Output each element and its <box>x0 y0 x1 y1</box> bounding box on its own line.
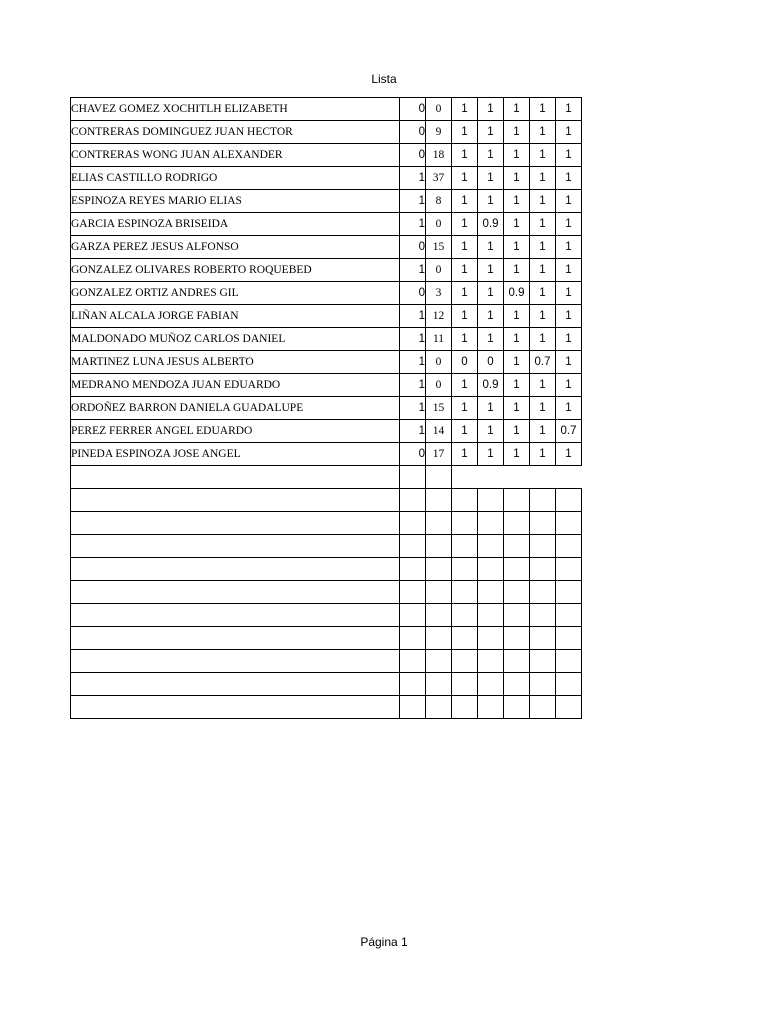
score-cell: 1 <box>452 259 478 282</box>
score-cell: 1 <box>504 328 530 351</box>
empty-cell <box>71 535 400 558</box>
score-cell: 1 <box>530 374 556 397</box>
table-row <box>71 213 582 236</box>
empty-cell <box>426 627 452 650</box>
score-cell: 1 <box>478 328 504 351</box>
score-cell: 18 <box>426 144 452 167</box>
empty-cell <box>478 466 504 489</box>
empty-cell <box>530 558 556 581</box>
empty-cell <box>400 696 426 719</box>
empty-cell <box>426 558 452 581</box>
page-footer: Página 1 <box>360 935 408 949</box>
score-cell: 1 <box>452 328 478 351</box>
score-cell: 0 <box>400 121 426 144</box>
score-cell: 1 <box>556 144 582 167</box>
empty-cell <box>71 650 400 673</box>
score-cell: 1 <box>400 259 426 282</box>
empty-cell <box>400 466 426 489</box>
empty-cell <box>556 604 582 627</box>
empty-cell <box>530 627 556 650</box>
score-cell: 0.7 <box>556 420 582 443</box>
student-name-cell: GARCIA ESPINOZA BRISEIDA <box>71 213 400 236</box>
empty-table-row <box>71 535 582 558</box>
score-cell: 0 <box>400 98 426 121</box>
empty-cell <box>530 489 556 512</box>
empty-cell <box>556 558 582 581</box>
score-cell: 1 <box>530 420 556 443</box>
score-cell: 1 <box>504 443 530 466</box>
empty-cell <box>530 535 556 558</box>
empty-table-row <box>71 673 582 696</box>
empty-table-row <box>71 558 582 581</box>
empty-cell <box>504 696 530 719</box>
score-cell: 1 <box>400 213 426 236</box>
empty-cell <box>400 512 426 535</box>
score-cell: 1 <box>556 259 582 282</box>
empty-cell <box>556 673 582 696</box>
empty-cell <box>452 512 478 535</box>
score-cell: 1 <box>452 282 478 305</box>
score-cell: 1 <box>556 443 582 466</box>
empty-cell <box>400 489 426 512</box>
empty-cell <box>452 558 478 581</box>
score-cell: 1 <box>530 167 556 190</box>
empty-cell <box>400 581 426 604</box>
empty-cell <box>556 627 582 650</box>
score-cell: 1 <box>400 374 426 397</box>
score-cell: 1 <box>478 121 504 144</box>
score-cell: 37 <box>426 167 452 190</box>
empty-cell <box>452 673 478 696</box>
student-name-cell: ORDOÑEZ BARRON DANIELA GUADALUPE <box>71 397 400 420</box>
empty-cell <box>478 535 504 558</box>
empty-cell <box>478 512 504 535</box>
score-cell: 1 <box>452 420 478 443</box>
score-cell: 1 <box>478 305 504 328</box>
score-cell: 1 <box>478 144 504 167</box>
empty-table-row <box>71 581 582 604</box>
empty-cell <box>504 466 530 489</box>
score-cell: 0 <box>400 443 426 466</box>
empty-cell <box>426 466 452 489</box>
table-row <box>71 121 582 144</box>
score-cell: 1 <box>400 328 426 351</box>
score-cell: 1 <box>478 190 504 213</box>
empty-cell <box>426 489 452 512</box>
score-cell: 1 <box>452 236 478 259</box>
student-name-cell: PINEDA ESPINOZA JOSE ANGEL <box>71 443 400 466</box>
empty-cell <box>556 489 582 512</box>
score-cell: 1 <box>478 443 504 466</box>
empty-table-row <box>71 627 582 650</box>
student-name-cell: ELIAS CASTILLO RODRIGO <box>71 167 400 190</box>
score-cell: 1 <box>530 190 556 213</box>
empty-cell <box>530 673 556 696</box>
score-cell: 0.7 <box>530 351 556 374</box>
student-name-cell: LIÑAN ALCALA JORGE FABIAN <box>71 305 400 328</box>
student-name-cell: CHAVEZ GOMEZ XOCHITLH ELIZABETH <box>71 98 400 121</box>
score-cell: 1 <box>530 98 556 121</box>
score-cell: 0.9 <box>478 374 504 397</box>
empty-cell <box>71 489 400 512</box>
student-name-cell: CONTRERAS WONG JUAN ALEXANDER <box>71 144 400 167</box>
empty-cell <box>400 535 426 558</box>
score-cell: 15 <box>426 397 452 420</box>
score-cell: 0.9 <box>504 282 530 305</box>
score-cell: 1 <box>556 397 582 420</box>
score-cell: 1 <box>478 259 504 282</box>
table-row <box>71 351 582 374</box>
empty-cell <box>452 650 478 673</box>
score-cell: 1 <box>452 190 478 213</box>
empty-cell <box>478 627 504 650</box>
empty-cell <box>426 535 452 558</box>
student-name-cell: MEDRANO MENDOZA JUAN EDUARDO <box>71 374 400 397</box>
empty-cell <box>452 627 478 650</box>
empty-cell <box>556 512 582 535</box>
empty-cell <box>71 581 400 604</box>
table-row <box>71 397 582 420</box>
empty-cell <box>556 535 582 558</box>
score-cell: 1 <box>530 213 556 236</box>
empty-cell <box>426 673 452 696</box>
student-name-cell: MALDONADO MUÑOZ CARLOS DANIEL <box>71 328 400 351</box>
empty-table-row <box>71 489 582 512</box>
table-row <box>71 190 582 213</box>
empty-cell <box>400 673 426 696</box>
score-cell: 1 <box>556 374 582 397</box>
score-cell: 1 <box>452 144 478 167</box>
score-cell: 0 <box>478 351 504 374</box>
empty-cell <box>452 581 478 604</box>
table-row <box>71 167 582 190</box>
empty-cell <box>530 604 556 627</box>
empty-cell <box>71 627 400 650</box>
empty-cell <box>71 466 400 489</box>
score-cell: 1 <box>556 282 582 305</box>
score-cell: 1 <box>478 167 504 190</box>
score-cell: 1 <box>556 305 582 328</box>
grades-table <box>70 97 582 719</box>
score-cell: 1 <box>556 167 582 190</box>
grades-table-body <box>71 98 582 719</box>
score-cell: 1 <box>504 190 530 213</box>
empty-cell <box>504 673 530 696</box>
empty-cell <box>400 627 426 650</box>
score-cell: 1 <box>400 351 426 374</box>
empty-cell <box>530 581 556 604</box>
student-name-cell: GARZA PEREZ JESUS ALFONSO <box>71 236 400 259</box>
score-cell: 1 <box>530 443 556 466</box>
score-cell: 1 <box>530 121 556 144</box>
empty-cell <box>400 650 426 673</box>
empty-cell <box>504 604 530 627</box>
empty-cell <box>478 558 504 581</box>
empty-cell <box>426 512 452 535</box>
table-row <box>71 305 582 328</box>
empty-cell <box>530 696 556 719</box>
score-cell: 1 <box>400 420 426 443</box>
empty-cell <box>400 558 426 581</box>
score-cell: 1 <box>504 121 530 144</box>
score-cell: 1 <box>452 397 478 420</box>
score-cell: 1 <box>530 305 556 328</box>
empty-cell <box>426 581 452 604</box>
empty-cell <box>452 466 478 489</box>
table-row <box>71 374 582 397</box>
empty-cell <box>426 604 452 627</box>
table-row <box>71 328 582 351</box>
score-cell: 1 <box>452 121 478 144</box>
table-row <box>71 420 582 443</box>
score-cell: 14 <box>426 420 452 443</box>
empty-cell <box>504 512 530 535</box>
empty-table-row <box>71 696 582 719</box>
score-cell: 1 <box>478 236 504 259</box>
empty-cell <box>71 673 400 696</box>
score-cell: 1 <box>452 167 478 190</box>
table-row <box>71 144 582 167</box>
score-cell: 0 <box>426 351 452 374</box>
empty-cell <box>478 489 504 512</box>
empty-cell <box>504 627 530 650</box>
empty-cell <box>452 604 478 627</box>
score-cell: 11 <box>426 328 452 351</box>
score-cell: 1 <box>504 213 530 236</box>
empty-cell <box>452 489 478 512</box>
empty-cell <box>426 696 452 719</box>
student-name-cell: GONZALEZ OLIVARES ROBERTO ROQUEBED <box>71 259 400 282</box>
empty-cell <box>504 558 530 581</box>
score-cell: 1 <box>556 98 582 121</box>
score-cell: 1 <box>452 374 478 397</box>
table-row <box>71 236 582 259</box>
empty-cell <box>556 650 582 673</box>
score-cell: 1 <box>556 190 582 213</box>
score-cell: 1 <box>556 351 582 374</box>
score-cell: 0 <box>426 213 452 236</box>
score-cell: 3 <box>426 282 452 305</box>
page-title: Lista <box>371 72 397 86</box>
score-cell: 1 <box>504 167 530 190</box>
empty-cell <box>504 489 530 512</box>
score-cell: 1 <box>556 121 582 144</box>
score-cell: 1 <box>530 397 556 420</box>
score-cell: 1 <box>478 420 504 443</box>
score-cell: 1 <box>452 98 478 121</box>
score-cell: 1 <box>400 305 426 328</box>
student-name-cell: MARTINEZ LUNA JESUS ALBERTO <box>71 351 400 374</box>
score-cell: 1 <box>556 213 582 236</box>
score-cell: 1 <box>478 397 504 420</box>
empty-table-row <box>71 512 582 535</box>
score-cell: 1 <box>400 167 426 190</box>
score-cell: 1 <box>504 259 530 282</box>
empty-cell <box>530 512 556 535</box>
table-row <box>71 282 582 305</box>
score-cell: 0 <box>426 98 452 121</box>
student-name-cell: ESPINOZA REYES MARIO ELIAS <box>71 190 400 213</box>
empty-cell <box>478 673 504 696</box>
empty-cell <box>504 535 530 558</box>
empty-table-row <box>71 650 582 673</box>
empty-cell <box>504 650 530 673</box>
score-cell: 0 <box>400 282 426 305</box>
empty-cell <box>478 581 504 604</box>
score-cell: 17 <box>426 443 452 466</box>
score-cell: 1 <box>452 443 478 466</box>
student-name-cell: GONZALEZ ORTIZ ANDRES GIL <box>71 282 400 305</box>
student-name-cell: PEREZ FERRER ANGEL EDUARDO <box>71 420 400 443</box>
empty-cell <box>478 696 504 719</box>
empty-cell <box>478 604 504 627</box>
score-cell: 1 <box>400 397 426 420</box>
score-cell: 1 <box>504 236 530 259</box>
score-cell: 0 <box>426 374 452 397</box>
empty-cell <box>478 650 504 673</box>
score-cell: 1 <box>556 236 582 259</box>
student-name-cell: CONTRERAS DOMINGUEZ JUAN HECTOR <box>71 121 400 144</box>
score-cell: 8 <box>426 190 452 213</box>
score-cell: 1 <box>478 98 504 121</box>
score-cell: 0 <box>400 236 426 259</box>
empty-cell <box>426 650 452 673</box>
score-cell: 0 <box>452 351 478 374</box>
empty-cell <box>452 696 478 719</box>
empty-cell <box>71 696 400 719</box>
score-cell: 1 <box>530 259 556 282</box>
empty-table-row <box>71 466 582 489</box>
empty-table-row <box>71 604 582 627</box>
score-cell: 1 <box>556 328 582 351</box>
table-row <box>71 98 582 121</box>
score-cell: 1 <box>504 351 530 374</box>
empty-cell <box>530 466 556 489</box>
empty-cell <box>400 604 426 627</box>
score-cell: 0 <box>426 259 452 282</box>
table-row <box>71 443 582 466</box>
score-cell: 9 <box>426 121 452 144</box>
empty-cell <box>556 466 582 489</box>
score-cell: 1 <box>452 213 478 236</box>
empty-cell <box>452 535 478 558</box>
score-cell: 1 <box>504 305 530 328</box>
score-cell: 1 <box>530 282 556 305</box>
empty-cell <box>504 581 530 604</box>
score-cell: 1 <box>504 397 530 420</box>
score-cell: 1 <box>530 236 556 259</box>
empty-cell <box>71 604 400 627</box>
score-cell: 1 <box>504 420 530 443</box>
table-row <box>71 259 582 282</box>
score-cell: 1 <box>504 144 530 167</box>
score-cell: 12 <box>426 305 452 328</box>
score-cell: 0.9 <box>478 213 504 236</box>
empty-cell <box>530 650 556 673</box>
score-cell: 1 <box>452 305 478 328</box>
empty-cell <box>556 696 582 719</box>
score-cell: 1 <box>504 98 530 121</box>
score-cell: 1 <box>400 190 426 213</box>
score-cell: 1 <box>530 144 556 167</box>
empty-cell <box>71 512 400 535</box>
score-cell: 1 <box>504 374 530 397</box>
score-cell: 1 <box>530 328 556 351</box>
score-cell: 0 <box>400 144 426 167</box>
score-cell: 15 <box>426 236 452 259</box>
score-cell: 1 <box>478 282 504 305</box>
empty-cell <box>556 581 582 604</box>
empty-cell <box>71 558 400 581</box>
